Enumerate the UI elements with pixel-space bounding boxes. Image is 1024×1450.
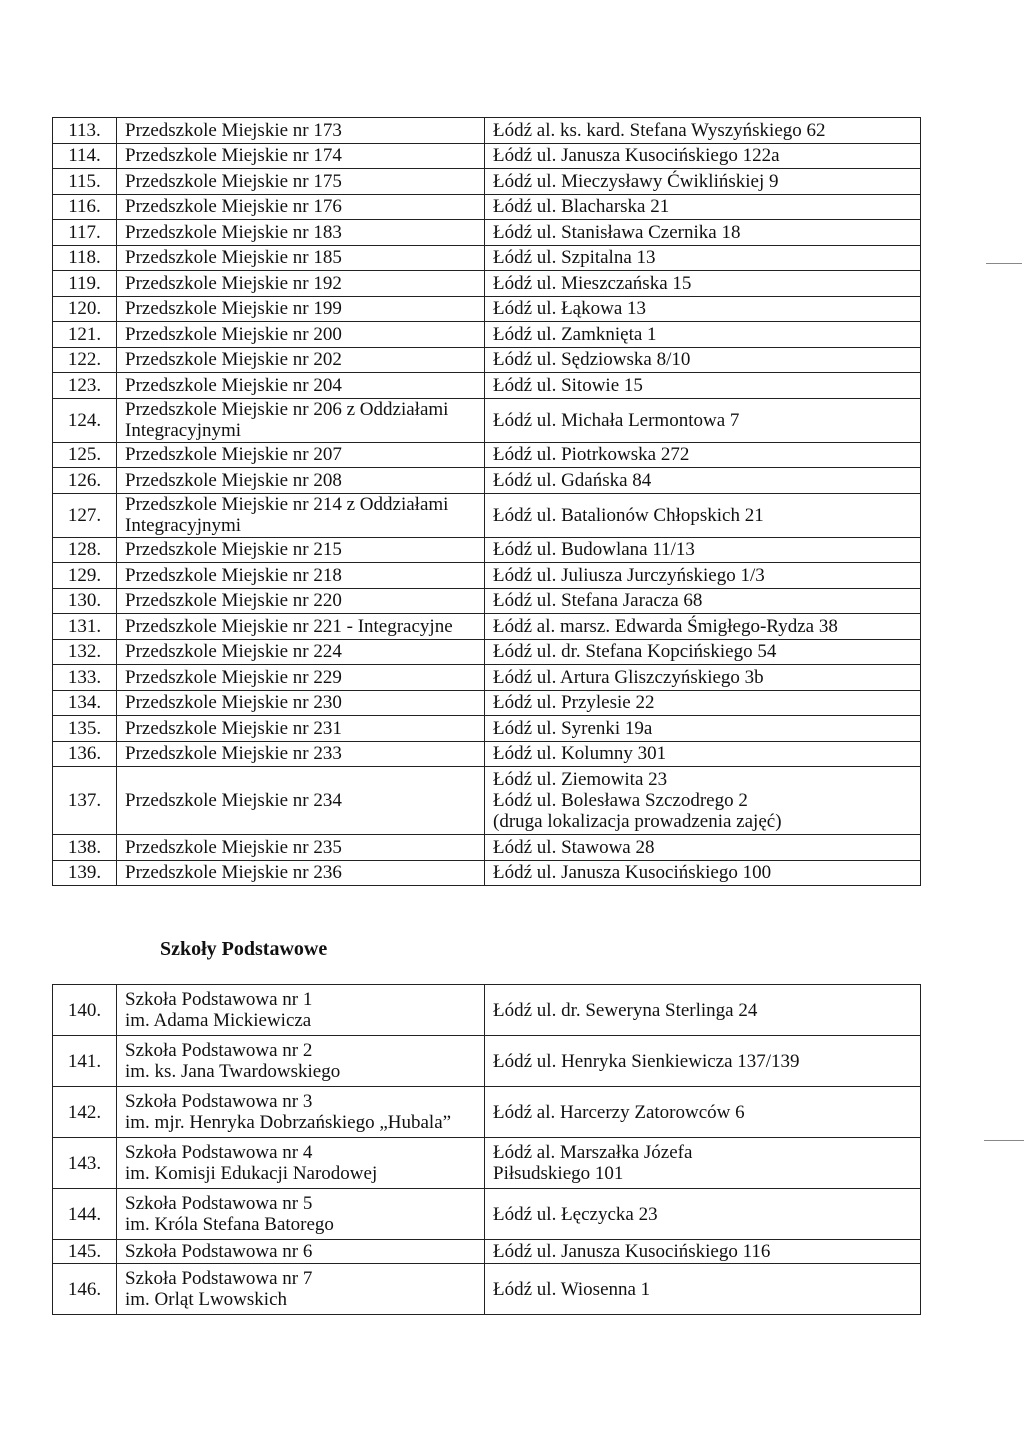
table-row	[53, 194, 921, 220]
institution-address	[485, 468, 921, 494]
institution-name	[117, 1087, 485, 1138]
institution-address-line: Łódź ul. Łąkowa 13	[493, 298, 647, 320]
table-row	[53, 322, 921, 348]
institution-name	[117, 493, 485, 537]
section-heading: Szkoły Podstawowe	[160, 938, 328, 960]
institution-name	[117, 1264, 485, 1315]
institution-name-line: Przedszkole Miejskie nr 220	[125, 590, 342, 612]
institution-name-line: Przedszkole Miejskie nr 224	[125, 641, 342, 663]
table-row	[53, 143, 921, 169]
institution-address	[485, 143, 921, 169]
institution-address-line: Łódź al. Marszałka Józefa	[493, 1142, 693, 1163]
institution-name	[117, 985, 485, 1036]
institution-name-line: im. ks. Jana Twardowskiego	[125, 1061, 341, 1082]
institution-address	[485, 220, 921, 246]
row-number: 131.	[53, 614, 117, 640]
institution-address	[485, 1189, 921, 1240]
institution-address-line: (druga lokalizacja prowadzenia zajęć)	[493, 811, 782, 832]
institution-address-line: Łódź ul. Bolesława Szczodrego 2	[493, 790, 748, 811]
row-number: 139.	[53, 860, 117, 886]
institution-name	[117, 588, 485, 614]
row-number: 120.	[53, 296, 117, 322]
row-number: 141.	[53, 1036, 117, 1087]
row-number: 142.	[53, 1087, 117, 1138]
institution-name-line: im. Orląt Lwowskich	[125, 1289, 288, 1310]
institution-name-line: Przedszkole Miejskie nr 231	[125, 717, 342, 739]
institution-address	[485, 322, 921, 348]
institution-name	[117, 665, 485, 691]
institution-name-line: im. Adama Mickiewicza	[125, 1010, 312, 1031]
institution-name-line: Przedszkole Miejskie nr 215	[125, 539, 342, 561]
institution-name-line: Przedszkole Miejskie nr 233	[125, 743, 342, 765]
institution-address	[485, 194, 921, 220]
table-row	[53, 1138, 921, 1189]
institution-name	[117, 373, 485, 399]
row-number: 129.	[53, 563, 117, 589]
institution-address	[485, 347, 921, 373]
institution-address-line: Łódź ul. dr. Stefana Kopcińskiego 54	[493, 641, 777, 663]
institution-name	[117, 118, 485, 144]
kindergartens-table-body	[53, 118, 921, 886]
row-number: 116.	[53, 194, 117, 220]
row-number: 117.	[53, 220, 117, 246]
institution-name-line: Przedszkole Miejskie nr 192	[125, 272, 342, 294]
institution-name-line: Przedszkole Miejskie nr 200	[125, 323, 342, 345]
table-row	[53, 468, 921, 494]
row-number: 132.	[53, 639, 117, 665]
row-number: 115.	[53, 169, 117, 195]
institution-address	[485, 493, 921, 537]
table-row	[53, 1087, 921, 1138]
institution-address-line: Łódź ul. Henryka Sienkiewicza 137/139	[493, 1050, 800, 1072]
institution-address-line: Łódź ul. Ziemowita 23	[493, 769, 668, 790]
institution-name-line: Przedszkole Miejskie nr 229	[125, 666, 342, 688]
institution-name-line: Przedszkole Miejskie nr 175	[125, 170, 342, 192]
table-row	[53, 588, 921, 614]
institution-address	[485, 588, 921, 614]
institution-address	[485, 741, 921, 767]
table-row	[53, 665, 921, 691]
institution-address	[485, 1036, 921, 1087]
institution-name-line: Przedszkole Miejskie nr 214 z Oddziałami	[125, 494, 449, 515]
table-row	[53, 1240, 921, 1264]
table-row	[53, 296, 921, 322]
institution-address	[485, 1087, 921, 1138]
table-row	[53, 537, 921, 563]
institution-name-line: Przedszkole Miejskie nr 185	[125, 247, 342, 269]
row-number: 140.	[53, 985, 117, 1036]
institution-address-line: Łódź ul. Mieszczańska 15	[493, 272, 692, 294]
institution-name-line: Przedszkole Miejskie nr 173	[125, 119, 342, 141]
institution-address-line: Łódź ul. Przylesie 22	[493, 692, 655, 714]
row-number: 123.	[53, 373, 117, 399]
institution-name	[117, 1189, 485, 1240]
institution-name	[117, 143, 485, 169]
institution-address	[485, 373, 921, 399]
institution-name	[117, 245, 485, 271]
institution-name	[117, 835, 485, 861]
row-number: 121.	[53, 322, 117, 348]
table-row	[53, 1036, 921, 1087]
institution-address-line: Łódź ul. Sitowie 15	[493, 374, 643, 396]
institution-address-line: Łódź ul. Sędziowska 8/10	[493, 349, 691, 371]
row-number: 135.	[53, 716, 117, 742]
institution-address-line: Łódź ul. Blacharska 21	[493, 196, 670, 218]
institution-name	[117, 563, 485, 589]
institution-name	[117, 322, 485, 348]
table-row	[53, 118, 921, 144]
institution-address	[485, 296, 921, 322]
institution-name	[117, 614, 485, 640]
institution-name-line: Integracyjnymi	[125, 420, 242, 441]
institution-address-line: Łódź ul. Stefana Jaracza 68	[493, 590, 703, 612]
institution-name-line: Przedszkole Miejskie nr 204	[125, 374, 342, 396]
institution-address	[485, 245, 921, 271]
institution-name-line: Szkoła Podstawowa nr 5	[125, 1193, 313, 1214]
institution-address-line: Łódź ul. Gdańska 84	[493, 469, 652, 491]
institution-name	[117, 767, 485, 835]
institution-address-line: Łódź al. Harcerzy Zatorowców 6	[493, 1101, 745, 1123]
row-number: 146.	[53, 1264, 117, 1315]
row-number: 122.	[53, 347, 117, 373]
institution-name-line: Szkoła Podstawowa nr 4	[125, 1142, 313, 1163]
institution-address	[485, 537, 921, 563]
schools-table-body	[53, 985, 921, 1315]
institution-address	[485, 1138, 921, 1189]
table-row	[53, 860, 921, 886]
row-number: 124.	[53, 398, 117, 442]
institution-name-line: Szkoła Podstawowa nr 1	[125, 989, 313, 1010]
row-number: 134.	[53, 690, 117, 716]
row-number: 114.	[53, 143, 117, 169]
institution-name-line: Przedszkole Miejskie nr 234	[125, 790, 342, 811]
institution-name	[117, 296, 485, 322]
table-row	[53, 767, 921, 835]
institution-address-line: Piłsudskiego 101	[493, 1163, 624, 1184]
table-row	[53, 1189, 921, 1240]
scan-mark	[986, 263, 1022, 264]
institution-address	[485, 860, 921, 886]
row-number: 143.	[53, 1138, 117, 1189]
institution-name-line: Szkoła Podstawowa nr 7	[125, 1268, 313, 1289]
institution-name	[117, 169, 485, 195]
row-number: 126.	[53, 468, 117, 494]
institution-name-line: Przedszkole Miejskie nr 183	[125, 221, 342, 243]
institution-address-line: Łódź ul. Artura Gliszczyńskiego 3b	[493, 666, 764, 688]
institution-address-line: Łódź ul. Szpitalna 13	[493, 247, 656, 269]
institution-name-line: im. Króla Stefana Batorego	[125, 1214, 334, 1235]
institution-name-line: Integracyjnymi	[125, 515, 242, 536]
institution-address-line: Łódź al. ks. kard. Stefana Wyszyńskiego 62	[493, 119, 826, 141]
institution-name	[117, 1036, 485, 1087]
institution-address-line: Łódź ul. Mieczysławy Ćwiklińskiej 9	[493, 170, 779, 192]
institution-name-line: Przedszkole Miejskie nr 199	[125, 298, 342, 320]
table-row	[53, 169, 921, 195]
institution-address	[485, 639, 921, 665]
institution-address-line: Łódź ul. Juliusza Jurczyńskiego 1/3	[493, 564, 765, 586]
institution-address	[485, 169, 921, 195]
institution-address	[485, 118, 921, 144]
schools-table	[52, 984, 921, 1315]
institution-name	[117, 1138, 485, 1189]
table-row	[53, 563, 921, 589]
institution-address-line: Łódź ul. Wiosenna 1	[493, 1278, 651, 1300]
table-row	[53, 835, 921, 861]
institution-address	[485, 563, 921, 589]
row-number: 145.	[53, 1240, 117, 1264]
table-row	[53, 716, 921, 742]
institution-name-line: Przedszkole Miejskie nr 236	[125, 862, 342, 884]
table-row	[53, 245, 921, 271]
row-number: 133.	[53, 665, 117, 691]
table-row	[53, 985, 921, 1036]
institution-name	[117, 398, 485, 442]
institution-name-line: Przedszkole Miejskie nr 174	[125, 145, 342, 167]
row-number: 119.	[53, 271, 117, 297]
institution-name	[117, 271, 485, 297]
institution-address-line: Łódź ul. Syrenki 19a	[493, 717, 653, 739]
institution-address-line: Łódź ul. Janusza Kusocińskiego 100	[493, 862, 772, 884]
table-row	[53, 347, 921, 373]
institution-address-line: Łódź ul. Batalionów Chłopskich 21	[493, 504, 764, 526]
institution-name-line: Przedszkole Miejskie nr 207	[125, 444, 342, 466]
kindergartens-table	[52, 117, 921, 886]
table-row	[53, 398, 921, 442]
table-row	[53, 493, 921, 537]
institution-name-line: im. Komisji Edukacji Narodowej	[125, 1163, 378, 1184]
table-row	[53, 442, 921, 468]
institution-address-line: Łódź ul. dr. Seweryna Sterlinga 24	[493, 999, 758, 1021]
institution-name	[117, 537, 485, 563]
institution-address	[485, 1264, 921, 1315]
institution-address-line: Łódź ul. Janusza Kusocińskiego 116	[493, 1241, 771, 1262]
row-number: 128.	[53, 537, 117, 563]
row-number: 118.	[53, 245, 117, 271]
institution-address	[485, 398, 921, 442]
institution-name	[117, 741, 485, 767]
institution-name-line: Przedszkole Miejskie nr 206 z Oddziałami	[125, 399, 449, 420]
institution-name	[117, 347, 485, 373]
institution-name-line: Przedszkole Miejskie nr 218	[125, 564, 342, 586]
row-number: 136.	[53, 741, 117, 767]
institution-name-line: Przedszkole Miejskie nr 208	[125, 469, 342, 491]
scan-mark	[984, 1140, 1024, 1141]
row-number: 138.	[53, 835, 117, 861]
institution-address-line: Łódź ul. Stanisława Czernika 18	[493, 221, 741, 243]
institution-address	[485, 767, 921, 835]
institution-name-line: Szkoła Podstawowa nr 3	[125, 1091, 313, 1112]
table-row	[53, 1264, 921, 1315]
institution-address	[485, 985, 921, 1036]
institution-name	[117, 639, 485, 665]
institution-name-line: Przedszkole Miejskie nr 230	[125, 692, 342, 714]
table-row	[53, 271, 921, 297]
institution-name	[117, 468, 485, 494]
row-number: 137.	[53, 767, 117, 835]
table-row	[53, 220, 921, 246]
table-row	[53, 373, 921, 399]
institution-address-line: Łódź ul. Janusza Kusocińskiego 122a	[493, 145, 780, 167]
table-row	[53, 639, 921, 665]
table-row	[53, 690, 921, 716]
row-number: 144.	[53, 1189, 117, 1240]
institution-name-line: Przedszkole Miejskie nr 176	[125, 196, 342, 218]
row-number: 127.	[53, 493, 117, 537]
institution-name	[117, 442, 485, 468]
institution-address	[485, 614, 921, 640]
institution-address-line: Łódź ul. Piotrkowska 272	[493, 444, 690, 466]
institution-address	[485, 835, 921, 861]
institution-address-line: Łódź ul. Zamknięta 1	[493, 323, 657, 345]
institution-address	[485, 716, 921, 742]
institution-address-line: Łódź ul. Michała Lermontowa 7	[493, 409, 740, 431]
row-number: 113.	[53, 118, 117, 144]
row-number: 130.	[53, 588, 117, 614]
institution-address	[485, 271, 921, 297]
institution-address-line: Łódź ul. Łęczycka 23	[493, 1203, 658, 1225]
institution-name	[117, 860, 485, 886]
institution-name-line: Szkoła Podstawowa nr 6	[125, 1241, 313, 1262]
institution-address-line: Łódź ul. Kolumny 301	[493, 743, 667, 765]
row-number: 125.	[53, 442, 117, 468]
institution-address	[485, 665, 921, 691]
institution-address-line: Łódź ul. Budowlana 11/13	[493, 539, 695, 561]
institution-name-line: Szkoła Podstawowa nr 2	[125, 1040, 313, 1061]
institution-name-line: Przedszkole Miejskie nr 202	[125, 349, 342, 371]
table-row	[53, 614, 921, 640]
institution-name	[117, 1240, 485, 1264]
institution-name-line: Przedszkole Miejskie nr 235	[125, 836, 342, 858]
institution-name	[117, 220, 485, 246]
institution-address-line: Łódź al. marsz. Edwarda Śmigłego-Rydza 38	[493, 615, 838, 637]
institution-name-line: Przedszkole Miejskie nr 221 - Integracyjne	[125, 615, 453, 637]
institution-address	[485, 442, 921, 468]
institution-name	[117, 690, 485, 716]
institution-address	[485, 1240, 921, 1264]
institution-address	[485, 690, 921, 716]
institution-name-line: im. mjr. Henryka Dobrzańskiego „Hubala”	[125, 1112, 452, 1133]
institution-name	[117, 194, 485, 220]
table-row	[53, 741, 921, 767]
institution-name	[117, 716, 485, 742]
institution-address-line: Łódź ul. Stawowa 28	[493, 836, 655, 858]
